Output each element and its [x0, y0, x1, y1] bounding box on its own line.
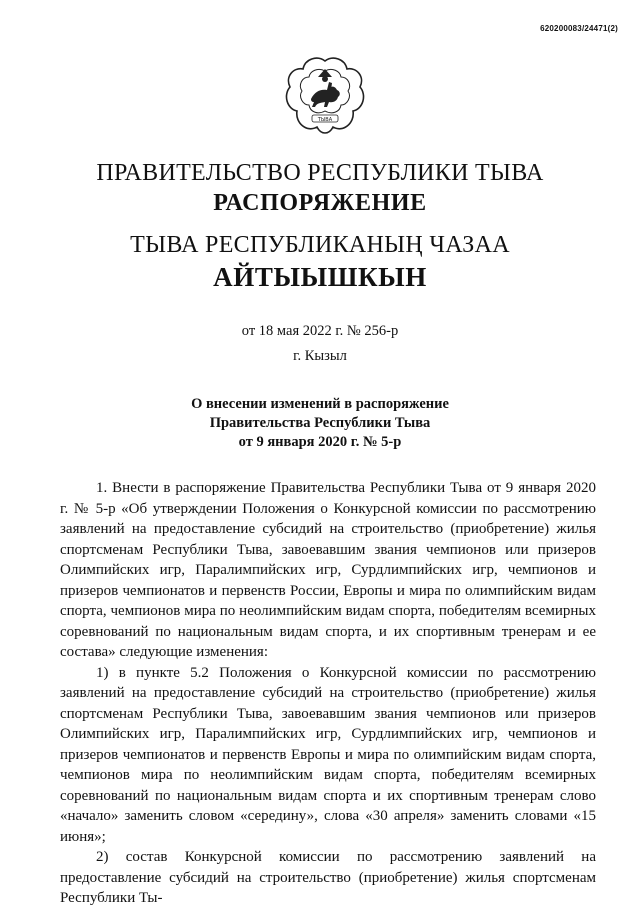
body-paragraph-1: 1. Внести в распоряжение Правительства Республики Тыва от 9 января 2020 г. № 5-р «Об утверждении Положения о Конкурсной комиссии по рассмотрению заявлений на предоставление субсидий на строительство (приобретение) жилья спортсменам Республики Тыва, завоевавшим звания чемпионов или призеров Олимпийских игр, Паралимпийских игр, Сурдлимпийских игр, чемпионов и призеров чемпионатов и первенств России, Европы и мира по олимпийским видам спорта, чемпионов мира по неолимпийским видам спорта, победителям всемирных соревнований по национальным видам спорта, и их спортивным тренерам и ее состава» следующие изменения: [60, 480, 596, 660]
subject-line-2: Правительства Республики Тыва [209, 415, 431, 431]
body-paragraph-3: 2) состав Конкурсной комиссии по рассмотрению заявлений на предоставление субсидий на строительство (приобретение) жилья спортсменам Республики Ты- [60, 849, 596, 906]
subject-line-3: от 9 января 2020 г. № 5-р [238, 434, 402, 450]
document-type-russian: РАСПОРЯЖЕНИЕ [213, 190, 427, 216]
government-name-russian: ПРАВИТЕЛЬСТВО РЕСПУБЛИКИ ТЫВА [96, 160, 544, 186]
document-type-tuvan: АЙТЫЫШКЫН [213, 262, 427, 292]
document-registration-number: 620200083/24471(2) [540, 24, 618, 33]
government-name-tuvan: ТЫВА РЕСПУБЛИКАНЫҢ ЧАЗАА [130, 232, 510, 258]
svg-text:ТЫВА: ТЫВА [317, 117, 333, 123]
subject-line-1: О внесении изменений в распоряжение [191, 396, 449, 412]
body-paragraph-2: 1) в пункте 5.2 Положения о Конкурсной комиссии по рассмотрению заявлений на предоставление субсидий на строительство (приобретение) жилья спортсменам Республики Тыва, завоевавшим звания чемпионов или призеров Олимпийских игр, Паралимпийских игр, Сурдлимпийских игр, чемпионов и призеров чемпионатов и первенств Европы и мира по олимпийским видам спорта, чемпионов мира по неолимпийским видам спорта, победителям всемирных соревнований по национальным видам спорта и их спортивным тренерам слово «начало» заменить словом «середину», слова «30 апреля» заменить словами «15 июня»; [60, 664, 596, 845]
document-body [60, 478, 596, 909]
document-city: г. Кызыл [293, 348, 347, 364]
document-date-number: от 18 мая 2022 г. № 256-р [241, 323, 399, 339]
document-subject [0, 395, 640, 452]
tuva-coat-of-arms-icon [285, 55, 365, 141]
